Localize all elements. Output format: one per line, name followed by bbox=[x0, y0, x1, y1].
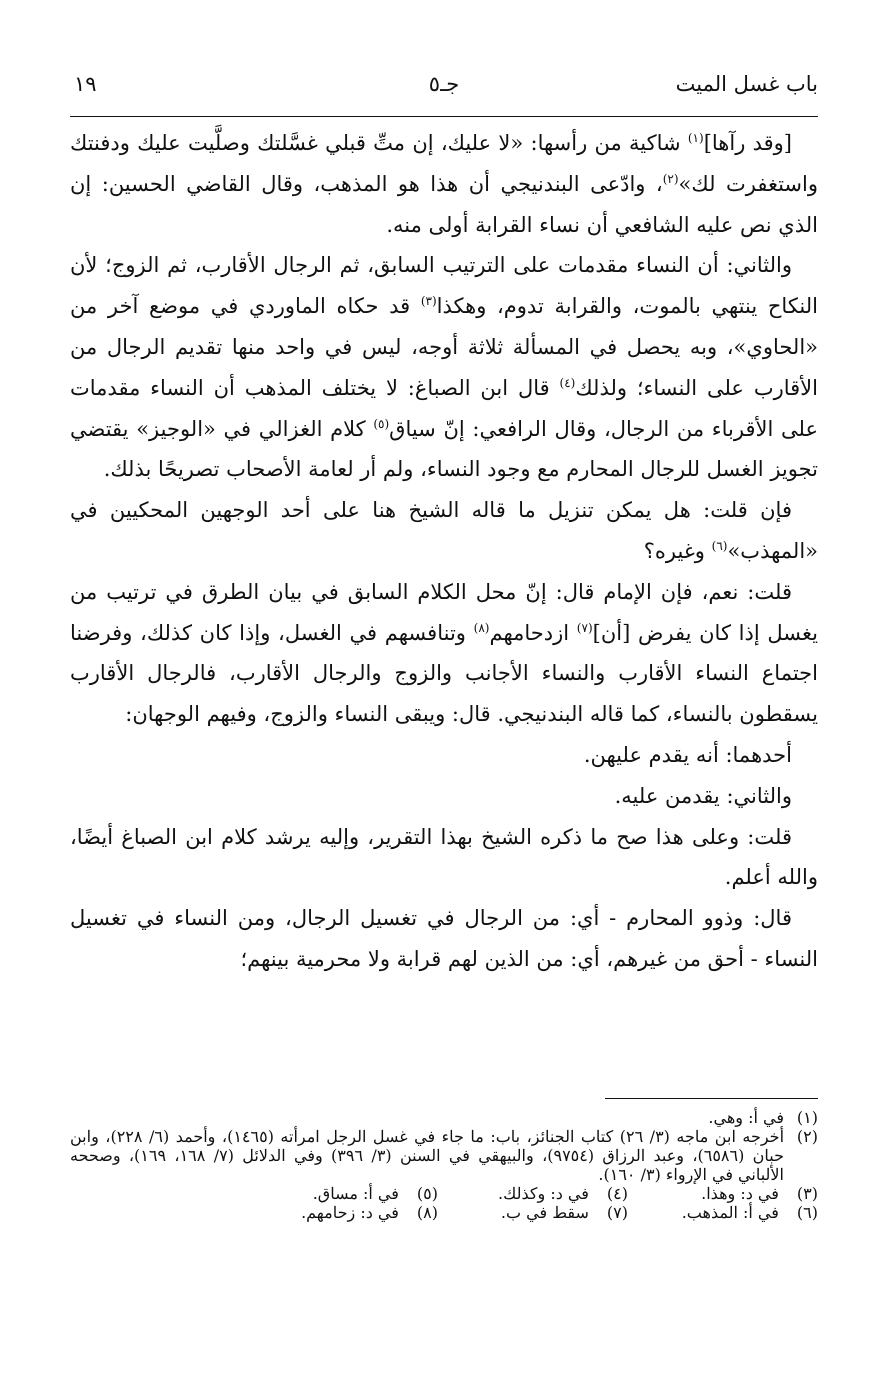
paragraph bbox=[70, 898, 818, 980]
running-header bbox=[70, 58, 818, 108]
paragraph-text: قال ابن الصباغ: لا يختلف المذهب أن النساء مقدمات على الأقرباء من الرجال، وقال الرافعي: إنّ سياق bbox=[70, 375, 818, 441]
main-text bbox=[70, 123, 818, 980]
paragraph-text: والثاني: أن النساء مقدمات على الترتيب السابق، ثم الرجال الأقارب، ثم الزوج؛ لأن النكاح ينتهي بالموت، والقرابة تدوم، وهكذا bbox=[70, 253, 818, 319]
footnote-ref: (٨) bbox=[473, 620, 490, 635]
footnote-text: في أ: مساق. bbox=[312, 1184, 399, 1203]
footnote-text: في د: وكذلك. bbox=[498, 1184, 589, 1203]
footnote-number: (٢) bbox=[796, 1127, 818, 1146]
chapter-title: باب غسل الميت bbox=[675, 72, 818, 96]
footnote-row-6-8 bbox=[70, 1203, 818, 1222]
footnote-text: أخرجه ابن ماجه (٣/ ٢٦) كتاب الجنائز، باب: ما جاء في غسل الرجل امرأته (١٤٦٥)، وأحمد (٦/ ٢٢٨)، وابن حبان (٦٥٨٦)، وعبد الرزاق (٩٧٥٤)، والبيهقي في السنن (٣/ ٣٩٦) وفي الدلائل (٧/ ١٦٨، ١٦٩)، وصححه الألباني في الإرواء (٣/ ١٦٠). bbox=[70, 1127, 785, 1184]
footnote-ref: (٢) bbox=[662, 171, 679, 186]
footnote-row-3-5 bbox=[70, 1184, 818, 1203]
footnotes bbox=[70, 1108, 818, 1222]
paragraph-text: ، وادّعى البندنيجي أن هذا هو المذهب، وقال القاضي الحسين: إن الذي نص عليه الشافعي أن نساء القرابة أولى منه. bbox=[70, 171, 818, 237]
footnote-text: في د: زحامهم. bbox=[301, 1203, 399, 1222]
footnote-7 bbox=[438, 1203, 628, 1222]
footnote-ref: (٦) bbox=[711, 538, 728, 553]
footnote-separator bbox=[605, 1098, 818, 1099]
footnote-ref: (١) bbox=[687, 131, 704, 145]
footnote-number: (٥) bbox=[416, 1184, 438, 1203]
paragraph-text: قال: وذوو المحارم - أي: من الرجال في تغسيل الرجال، ومن النساء في تغسيل النساء - أحق من غيرهم، أي: من الذين لهم قرابة ولا محرمية بينهم؛ bbox=[70, 906, 818, 971]
paragraph-text: كلام الغزالي في «الوجيز» يقتضي تجويز الغسل للرجال المحارم مع وجود النساء، ولم أر لعامة الأصحاب تصريحًا بذلك. bbox=[70, 416, 818, 482]
volume-label: جـ٥ bbox=[428, 72, 460, 96]
footnote-number: (٦) bbox=[796, 1203, 818, 1222]
footnote-text: في د: وهذا. bbox=[701, 1184, 779, 1203]
paragraph-text: والثاني: يقدمن عليه. bbox=[614, 783, 792, 808]
paragraph bbox=[70, 776, 818, 817]
paragraph-text: فإن قلت: هل يمكن تنزيل ما قاله الشيخ هنا على أحد الوجهين المحكيين في «المهذب» bbox=[70, 498, 818, 563]
footnote-8 bbox=[248, 1203, 438, 1222]
book-page bbox=[70, 58, 818, 1358]
footnote-ref: (٣) bbox=[420, 294, 437, 309]
footnote-ref: (٤) bbox=[559, 375, 576, 390]
footnote-text: في أ: المذهب. bbox=[681, 1203, 779, 1222]
footnote-2 bbox=[70, 1127, 818, 1184]
paragraph-text: [وقد رآها] bbox=[703, 131, 792, 155]
paragraph-text: أحدهما: أنه يقدم عليهن. bbox=[583, 742, 792, 767]
paragraph-text: قد حكاه الماوردي في موضع آخر من «الحاوي»، وبه يحصل في المسألة ثلاثة أوجه، ليس في واحد منها تقديم الرجال من الأقارب على النساء؛ ولذلك bbox=[70, 294, 818, 400]
paragraph-text: وتنافسهم في الغسل، وإذا كان كذلك، وفرضنا اجتماع النساء الأقارب والنساء الأجانب والزوج والرجال الأقارب، فالرجال الأقارب يسقطون بالنساء، كما قاله البندنيجي. قال: ويبقى النساء والزوج، وفيهم الوجهان: bbox=[70, 620, 818, 727]
footnote-5 bbox=[248, 1184, 438, 1203]
footnote-3 bbox=[628, 1184, 818, 1203]
footnote-6 bbox=[628, 1203, 818, 1222]
paragraph-text: وغيره؟ bbox=[643, 538, 712, 563]
footnote-number: (٣) bbox=[796, 1184, 818, 1203]
page-number: ١٩ bbox=[74, 72, 97, 96]
footnote-1 bbox=[70, 1108, 818, 1127]
footnote-text: في أ: وهي. bbox=[708, 1108, 784, 1127]
paragraph bbox=[70, 817, 818, 899]
footnote-number: (٤) bbox=[606, 1184, 628, 1203]
footnote-number: (١) bbox=[796, 1108, 818, 1127]
paragraph-text: قلت: نعم، فإن الإمام قال: إنّ محل الكلام السابق في بيان الطرق في ترتيب من يغسل إذا كان يفرض [أن] bbox=[70, 579, 818, 645]
footnote-number: (٨) bbox=[416, 1203, 438, 1222]
header-rule bbox=[70, 116, 818, 117]
paragraph bbox=[70, 245, 818, 490]
paragraph-text: شاكية من رأسها: «لا عليك، إن متِّ قبلي غسَّلتك وصلَّيت عليك ودفنتك واستغفرت لك» bbox=[70, 131, 818, 196]
paragraph bbox=[70, 735, 818, 776]
paragraph bbox=[70, 572, 818, 735]
paragraph bbox=[70, 490, 818, 572]
paragraph-text: قلت: وعلى هذا صح ما ذكره الشيخ بهذا التقرير، وإليه يرشد كلام ابن الصباغ أيضًا، والله أعلم. bbox=[70, 824, 818, 890]
footnote-text: سقط في ب. bbox=[500, 1203, 589, 1222]
footnote-ref: (٥) bbox=[373, 416, 390, 431]
paragraph bbox=[70, 123, 818, 245]
footnote-4 bbox=[438, 1184, 628, 1203]
paragraph-text: ازدحامهم bbox=[489, 620, 577, 645]
footnote-ref: (٧) bbox=[576, 620, 593, 635]
footnote-number: (٧) bbox=[606, 1203, 628, 1222]
